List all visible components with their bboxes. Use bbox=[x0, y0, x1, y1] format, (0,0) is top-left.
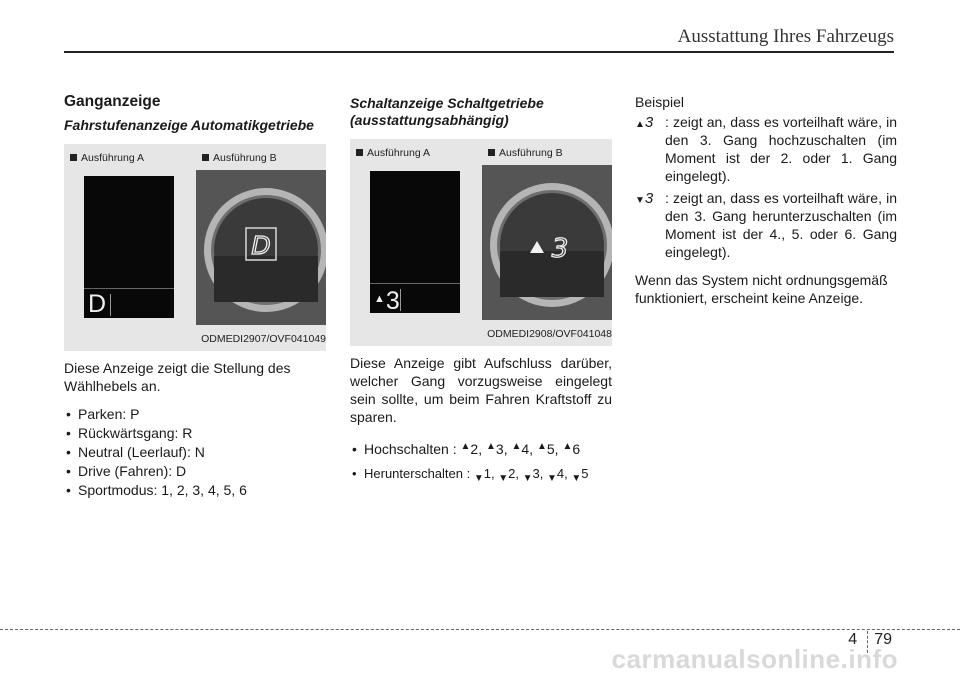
down-triangle-icon: ▼ bbox=[546, 473, 557, 484]
upshift-glyph: ▲3 bbox=[635, 114, 654, 131]
watermark: carmanualsonline.info bbox=[611, 644, 898, 674]
header-rule bbox=[64, 51, 894, 53]
dial-panel bbox=[196, 170, 326, 325]
down-triangle-icon: ▼ bbox=[522, 473, 533, 484]
dial-gear-indicator: 3 bbox=[551, 234, 569, 264]
figure-label-b: Ausführung B bbox=[202, 149, 277, 167]
column-manual bbox=[350, 93, 612, 486]
figure-variant-a bbox=[64, 144, 194, 351]
list-item: • Neutral (Leerlauf): N bbox=[64, 443, 326, 461]
column-automatic bbox=[64, 93, 326, 500]
figure-code: ODMEDI2908/OVF041048 bbox=[487, 328, 612, 340]
lcd-divider bbox=[84, 288, 174, 289]
up-triangle-icon: ▲ bbox=[485, 441, 496, 452]
figure-variant-a bbox=[350, 139, 480, 346]
example-upshift: ▲3 : zeigt an, dass es vorteilhaft wäre, in den 3. Gang hochzuschalten (im Moment ist der 2. oder 1. Gang eingelegt). bbox=[635, 114, 897, 184]
paragraph: Diese Anzeige zeigt die Stellung des Wählhebels an. bbox=[64, 360, 291, 394]
up-triangle-icon: ▲ bbox=[374, 293, 385, 305]
figure-variant-b bbox=[194, 144, 326, 351]
gauge-dial-icon bbox=[196, 170, 326, 325]
example-downshift: ▼3 : zeigt an, dass es vorteilhaft wäre, in den 3. Gang herunterzuschalten (im Moment ist der 4., 5. oder 6. Gang eingelegt). bbox=[635, 190, 897, 260]
paragraph: Diese Anzeige gibt Aufschluss darüber, welcher Gang vorzugsweise eingelegt sein sollte, um beim Fahren Kraftstoff zu sparen. bbox=[350, 355, 612, 425]
lcd-display bbox=[84, 176, 174, 318]
figure-label-a: Ausführung A bbox=[356, 144, 430, 162]
down-triangle-icon: ▼ bbox=[473, 473, 484, 484]
list-item-upshift: • Hochschalten : ▲2, ▲3, ▲4, ▲5, ▲6 bbox=[350, 440, 612, 461]
square-bullet-icon bbox=[202, 154, 209, 161]
dial-gear-indicator: D bbox=[251, 231, 271, 260]
list-item: • Sportmodus: 1, 2, 3, 4, 5, 6 bbox=[64, 481, 326, 499]
list-item-downshift: • Herunterschalten : $_▼$1, $_▼$2, $_▼$3, $_▼$4, $_▼$5 bbox=[350, 465, 612, 485]
up-triangle-icon: ▲ bbox=[536, 441, 547, 452]
lcd-bar bbox=[400, 289, 401, 311]
list-item: • Parken: P bbox=[64, 405, 326, 423]
dial-panel bbox=[482, 165, 612, 320]
note-paragraph: Wenn das System nicht ordnungsgemäß funktioniert, erscheint keine Anzeige. bbox=[635, 272, 888, 306]
lcd-gear-indicator: D bbox=[88, 290, 107, 318]
figure-variant-b bbox=[480, 139, 612, 346]
page-number-value: 79 bbox=[874, 631, 892, 648]
square-bullet-icon bbox=[70, 154, 77, 161]
up-triangle-icon: ▲ bbox=[635, 119, 645, 130]
downshift-glyph: ▼3 bbox=[635, 190, 654, 207]
section-heading: Ganganzeige bbox=[64, 93, 161, 110]
example-title: Beispiel bbox=[635, 94, 685, 110]
figure-automatic bbox=[64, 144, 326, 351]
shift-list bbox=[350, 440, 612, 485]
chapter-number: 4 bbox=[848, 631, 858, 648]
figure-manual bbox=[350, 139, 612, 346]
figure-code: ODMEDI2907/OVF041049 bbox=[201, 333, 326, 345]
footer-rule bbox=[0, 629, 960, 630]
down-triangle-icon: ▼ bbox=[571, 473, 582, 484]
down-triangle-icon: ▼ bbox=[498, 473, 509, 484]
header-title: Ausstattung Ihres Fahrzeugs bbox=[677, 26, 894, 47]
column-example bbox=[635, 93, 897, 307]
list-item: • Rückwärtsgang: R bbox=[64, 424, 326, 442]
lcd-divider bbox=[370, 283, 460, 284]
up-triangle-icon: ▲ bbox=[460, 441, 471, 452]
square-bullet-icon bbox=[488, 149, 495, 156]
square-bullet-icon bbox=[356, 149, 363, 156]
up-triangle-icon: ▲ bbox=[511, 441, 522, 452]
lcd-gear-indicator: ▲3 bbox=[374, 287, 400, 315]
list-item: • Drive (Fahren): D bbox=[64, 462, 326, 480]
figure-label-b: Ausführung B bbox=[488, 144, 563, 162]
lcd-bar bbox=[110, 294, 111, 316]
sub-heading-manual: Schaltanzeige Schaltgetriebe (ausstattungsabhängig) bbox=[350, 95, 544, 128]
sub-heading-automatic: Fahrstufenanzeige Automatikgetriebe bbox=[64, 117, 314, 133]
down-triangle-icon: ▼ bbox=[635, 195, 645, 206]
figure-label-a: Ausführung A bbox=[70, 149, 144, 167]
gear-list bbox=[64, 405, 326, 499]
lcd-display bbox=[370, 171, 460, 313]
up-triangle-icon: ▲ bbox=[562, 441, 573, 452]
gauge-dial-icon bbox=[482, 165, 612, 320]
